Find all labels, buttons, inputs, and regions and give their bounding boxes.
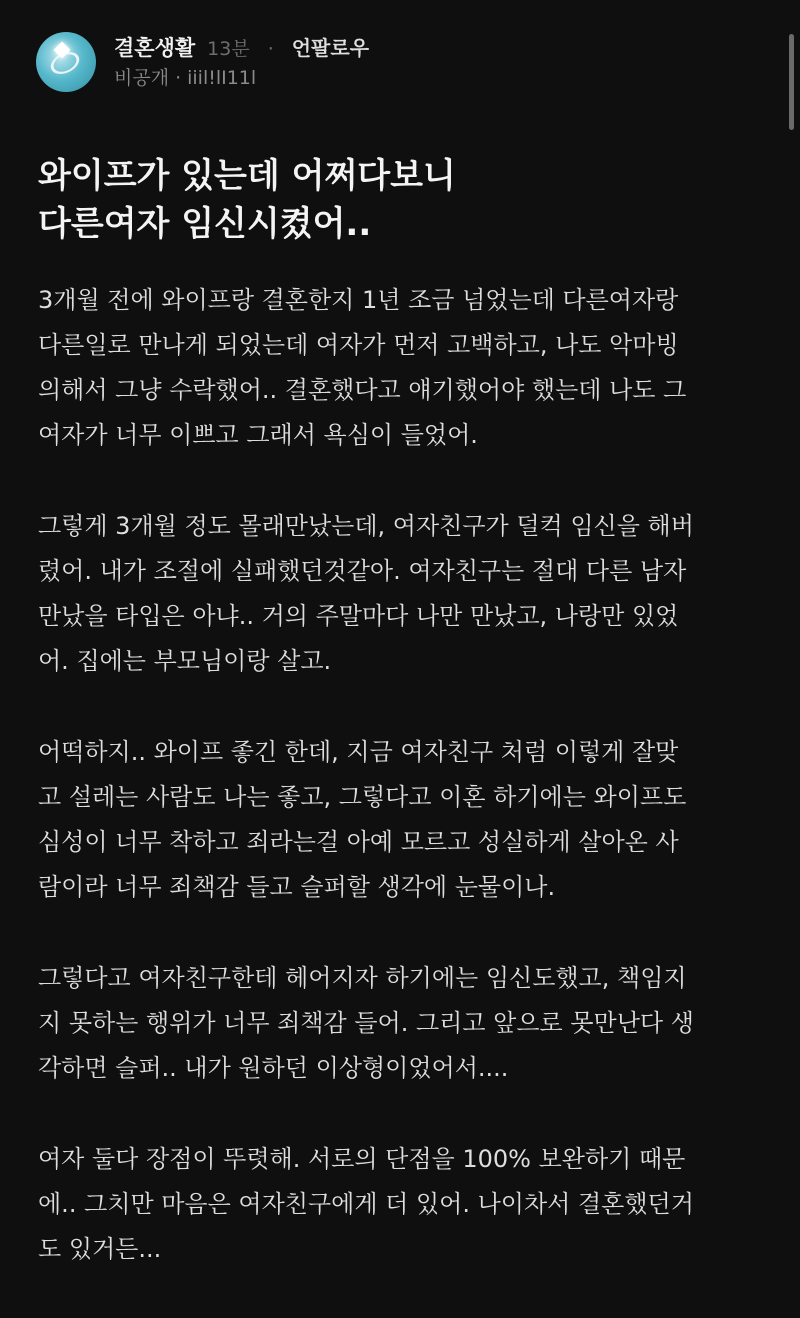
board-avatar[interactable] xyxy=(36,32,96,92)
body-line: 어. 집에는 부모님이랑 살고. xyxy=(38,647,332,675)
body-line: 다른일로 만나게 되었는데 여자가 먼저 고백하고, 나도 악마빙 xyxy=(38,331,679,359)
body-line: 고 설레는 사람도 나는 좋고, 그렇다고 이혼 하기에는 와이프도 xyxy=(38,783,687,811)
body-line: 만났을 타입은 아냐.. 거의 주말마다 나만 만났고, 나랑만 있었 xyxy=(38,602,679,630)
board-name-link[interactable]: 결혼생활 xyxy=(114,35,196,60)
body-line: 그렇다고 여자친구한테 헤어지자 하기에는 임신도했고, 책임지 xyxy=(38,964,687,992)
meta-primary-row xyxy=(114,34,369,63)
body-line: 3개월 전에 와이프랑 결혼한지 1년 조금 넘었는데 다른여자랑 xyxy=(38,286,679,314)
body-line: 심성이 너무 착하고 죄라는걸 아예 모르고 성실하게 살아온 사 xyxy=(38,828,679,856)
body-line: 도 있거든... xyxy=(38,1235,162,1263)
post-body xyxy=(38,278,768,1318)
visibility-label: 비공개 xyxy=(114,66,170,89)
post-paragraph xyxy=(38,956,768,1091)
body-line: 여자 둘다 장점이 뚜렷해. 서로의 단점을 100% 보완하기 때문 xyxy=(38,1145,686,1173)
body-line: 람이라 너무 죄책감 들고 슬퍼할 생각에 눈물이나. xyxy=(38,873,556,901)
body-line: 각하면 슬퍼.. 내가 원하던 이상형이었어서.... xyxy=(38,1054,509,1082)
meta-separator: · xyxy=(175,66,182,89)
post-paragraph xyxy=(38,1137,768,1272)
body-line: 의해서 그냥 수락했어.. 결혼했다고 얘기했어야 했는데 나도 그 xyxy=(38,376,687,404)
body-line: 그렇게 3개월 정도 몰래만났는데, 여자친구가 덜컥 임신을 해버 xyxy=(38,512,694,540)
unfollow-button[interactable]: 언팔로우 xyxy=(291,35,370,60)
body-line: 어떡하지.. 와이프 좋긴 한데, 지금 여자친구 처럼 이렇게 잘맞 xyxy=(38,738,679,766)
body-line: 렸어. 내가 조절에 실패했던것같아. 여자친구는 절대 다른 남자 xyxy=(38,557,687,585)
post-title-line: 와이프가 있는데 어쩌다보니 xyxy=(38,156,456,196)
post-header xyxy=(36,32,369,92)
author-name: iiil!lI11l xyxy=(187,66,257,89)
post-title-line: 다른여자 임신시켰어.. xyxy=(38,204,372,244)
body-line: 에.. 그치만 마음은 여자친구에게 더 있어. 나이차서 결혼했던거 xyxy=(38,1190,694,1218)
post-paragraph xyxy=(38,730,768,910)
body-line: 여자가 너무 이쁘고 그래서 욕심이 들었어. xyxy=(38,421,478,449)
post-paragraph xyxy=(38,278,768,458)
post-time: 13분 xyxy=(207,37,250,60)
meta-dot-separator: · xyxy=(267,37,274,60)
meta-secondary-row xyxy=(114,65,369,91)
body-line: 지 못하는 행위가 너무 죄책감 들어. 그리고 앞으로 못만난다 생 xyxy=(38,1009,694,1037)
post-meta xyxy=(114,34,369,91)
scrollbar-thumb[interactable] xyxy=(789,34,794,130)
post-paragraph xyxy=(38,504,768,684)
post-title xyxy=(38,152,758,248)
